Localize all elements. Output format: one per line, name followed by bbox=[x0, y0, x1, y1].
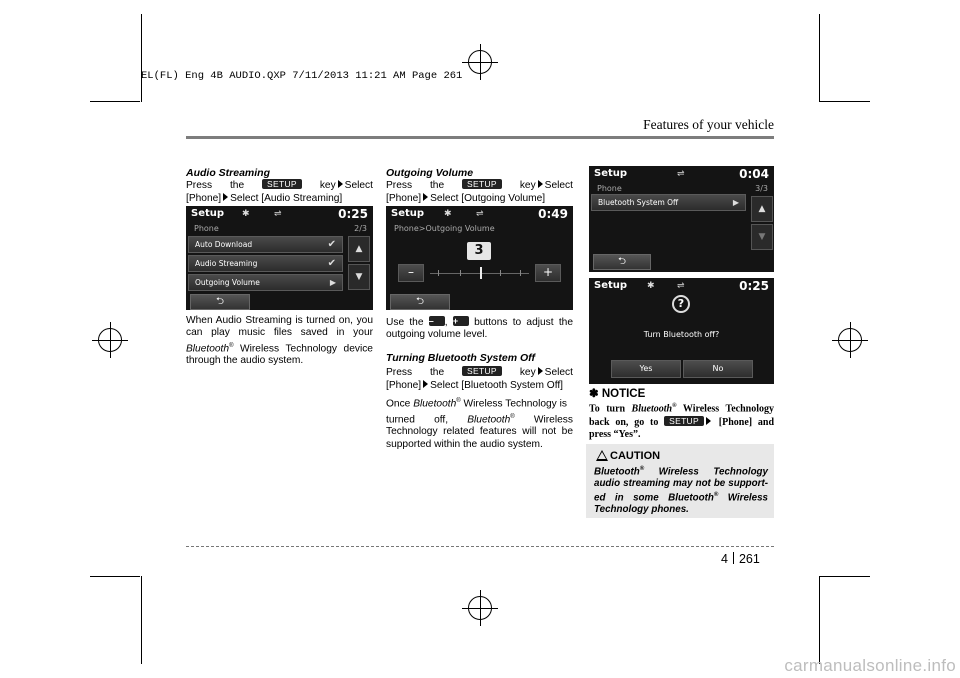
column-turn-off: Turning Bluetooth System Off Press the SETUP key Select [Phone] Select [Bluetooth System Off] Once Bluetooth® Wireless Technology is turned off, Bluetooth® Wireless Technology related features will not be supported within the audio system. bbox=[386, 352, 573, 450]
screen-title: Setup bbox=[594, 280, 628, 291]
minus-key: – bbox=[429, 316, 445, 326]
screen-top-bar bbox=[386, 206, 573, 223]
screen-subtitle: Phone bbox=[194, 224, 219, 233]
crop-mark bbox=[819, 14, 820, 102]
audio-instruction-line-1: Press the SETUP key Select bbox=[186, 179, 373, 192]
setup-key: SETUP bbox=[462, 366, 502, 376]
crop-mark bbox=[90, 101, 140, 102]
plus-key: + bbox=[453, 316, 469, 326]
screen-title: Setup bbox=[594, 168, 628, 179]
no-button[interactable]: No bbox=[683, 360, 753, 378]
screen-subtitle: Phone bbox=[597, 184, 622, 193]
crop-mark bbox=[820, 576, 870, 577]
bluetooth-icon: ✱ bbox=[647, 281, 655, 291]
column-audio-streaming bbox=[186, 167, 373, 205]
arrow-right-icon bbox=[423, 380, 428, 388]
print-slug: EL(FL) Eng 4B AUDIO.QXP 7/11/2013 11:21 AM Page 261 bbox=[141, 70, 463, 82]
usb-icon: ⇌ bbox=[677, 281, 685, 291]
screen-time: 0:49 bbox=[538, 207, 568, 221]
bluetooth-icon: ✱ bbox=[242, 209, 250, 219]
crop-mark bbox=[141, 576, 142, 664]
menu-row-outgoing-volume[interactable]: Outgoing Volume ▶ bbox=[188, 274, 343, 291]
setup-key: SETUP bbox=[262, 179, 302, 189]
registration-mark-left bbox=[92, 322, 128, 358]
audio-streaming-heading: Audio Streaming bbox=[186, 167, 271, 179]
screen-turn-bluetooth-off bbox=[589, 278, 774, 384]
crop-mark bbox=[141, 14, 142, 102]
screen-bluetooth-system-off bbox=[589, 166, 774, 272]
screen-phone-settings bbox=[186, 206, 373, 310]
scroll-down-button[interactable]: ▼ bbox=[348, 264, 370, 290]
setup-key: SETUP bbox=[664, 416, 704, 426]
section-rule bbox=[186, 136, 774, 139]
screen-time: 0:04 bbox=[739, 167, 769, 181]
column-outgoing-volume bbox=[386, 167, 573, 205]
caution-title: CAUTION bbox=[610, 450, 661, 462]
bluetooth-icon: ✱ bbox=[444, 209, 452, 219]
turn-off-heading: Turning Bluetooth System Off bbox=[386, 352, 535, 364]
crop-mark bbox=[90, 576, 140, 577]
arrow-right-icon bbox=[538, 180, 543, 188]
page-number: 4 261 bbox=[721, 552, 760, 566]
audio-streaming-description: When Audio Streaming is turned on, you can play music files saved in your Bluetooth® Wireless Technology device through the audio system. bbox=[186, 315, 373, 367]
arrow-right-icon bbox=[706, 417, 711, 425]
volume-slider-track[interactable] bbox=[430, 273, 529, 274]
menu-row-bluetooth-system-off[interactable]: Bluetooth System Off ▶ bbox=[591, 194, 746, 211]
yes-button[interactable]: Yes bbox=[611, 360, 681, 378]
menu-row-auto-download[interactable]: Auto Download ✔ bbox=[188, 236, 343, 253]
scroll-down-button[interactable]: ▼ bbox=[751, 224, 773, 250]
screen-time: 0:25 bbox=[739, 279, 769, 293]
dialog-prompt: Turn Bluetooth off? bbox=[643, 330, 720, 339]
volume-value-box: 3 bbox=[467, 242, 491, 260]
turnoff-instruction-line-2: [Phone] Select [Bluetooth System Off] bbox=[386, 379, 564, 391]
back-button[interactable]: ⮌ bbox=[190, 294, 250, 310]
screen-subtitle: Phone>Outgoing Volume bbox=[394, 224, 495, 233]
back-button[interactable]: ⮌ bbox=[593, 254, 651, 270]
outgoing-volume-heading: Outgoing Volume bbox=[386, 167, 474, 179]
question-icon: ? bbox=[672, 295, 690, 313]
screen-title: Setup bbox=[191, 208, 225, 219]
screen-page-indicator: 3/3 bbox=[755, 184, 768, 193]
screen-title: Setup bbox=[391, 208, 425, 219]
volume-plus-button[interactable]: + bbox=[535, 264, 561, 282]
screen-top-bar bbox=[589, 166, 774, 183]
registration-mark-right bbox=[832, 322, 868, 358]
outgoing-instruction-line-2: [Phone] Select [Outgoing Volume] bbox=[386, 192, 546, 204]
screen-page-indicator: 2/3 bbox=[354, 224, 367, 233]
setup-key: SETUP bbox=[462, 179, 502, 189]
scroll-up-button[interactable]: ▲ bbox=[348, 236, 370, 262]
usb-icon: ⇌ bbox=[274, 209, 282, 219]
usb-icon: ⇌ bbox=[476, 209, 484, 219]
screen-top-bar bbox=[589, 278, 774, 295]
watermark: carmanualsonline.info bbox=[784, 656, 956, 675]
arrow-right-icon bbox=[423, 193, 428, 201]
menu-row-audio-streaming[interactable]: Audio Streaming ✔ bbox=[188, 255, 343, 272]
registration-mark-bottom bbox=[462, 590, 498, 626]
outgoing-instruction-line-1: Press the SETUP key Select bbox=[386, 179, 573, 192]
check-icon: ✔ bbox=[327, 258, 336, 269]
screen-outgoing-volume bbox=[386, 206, 573, 310]
notice-title: ✽ NOTICE bbox=[589, 388, 646, 400]
screen-time: 0:25 bbox=[338, 207, 368, 221]
section-title: Features of your vehicle bbox=[643, 117, 774, 132]
arrow-right-icon bbox=[223, 193, 228, 201]
turnoff-instruction-line-1: Press the SETUP key Select bbox=[386, 366, 573, 379]
audio-instruction-line-2: [Phone] Select [Audio Streaming] bbox=[186, 192, 343, 204]
arrow-right-icon: ▶ bbox=[329, 278, 336, 287]
caution-box: CAUTION Bluetooth® Wireless Technology audio streaming may not be support- ed in some Bluetooth® Wireless Technology phones. bbox=[586, 444, 774, 518]
arrow-right-icon: ▶ bbox=[732, 198, 739, 207]
crop-mark bbox=[820, 101, 870, 102]
volume-minus-button[interactable]: – bbox=[398, 264, 424, 282]
back-button[interactable]: ⮌ bbox=[390, 294, 450, 310]
outgoing-volume-description: Use the – , + buttons to adjust the outgoing volume level. bbox=[386, 316, 573, 341]
notice-block: ✽ NOTICE To turn Bluetooth® Wireless Technology back on, go to SETUP [Phone] and press “Yes”. bbox=[589, 388, 775, 440]
registration-mark-top bbox=[462, 44, 498, 80]
footer-rule bbox=[186, 546, 774, 547]
screen-top-bar bbox=[186, 206, 373, 223]
volume-slider-thumb[interactable] bbox=[480, 267, 482, 279]
arrow-right-icon bbox=[338, 180, 343, 188]
warning-icon bbox=[596, 450, 608, 461]
crop-mark bbox=[819, 576, 820, 664]
usb-icon: ⇌ bbox=[677, 169, 685, 179]
arrow-right-icon bbox=[538, 367, 543, 375]
scroll-up-button[interactable]: ▲ bbox=[751, 196, 773, 222]
check-icon: ✔ bbox=[327, 239, 336, 250]
